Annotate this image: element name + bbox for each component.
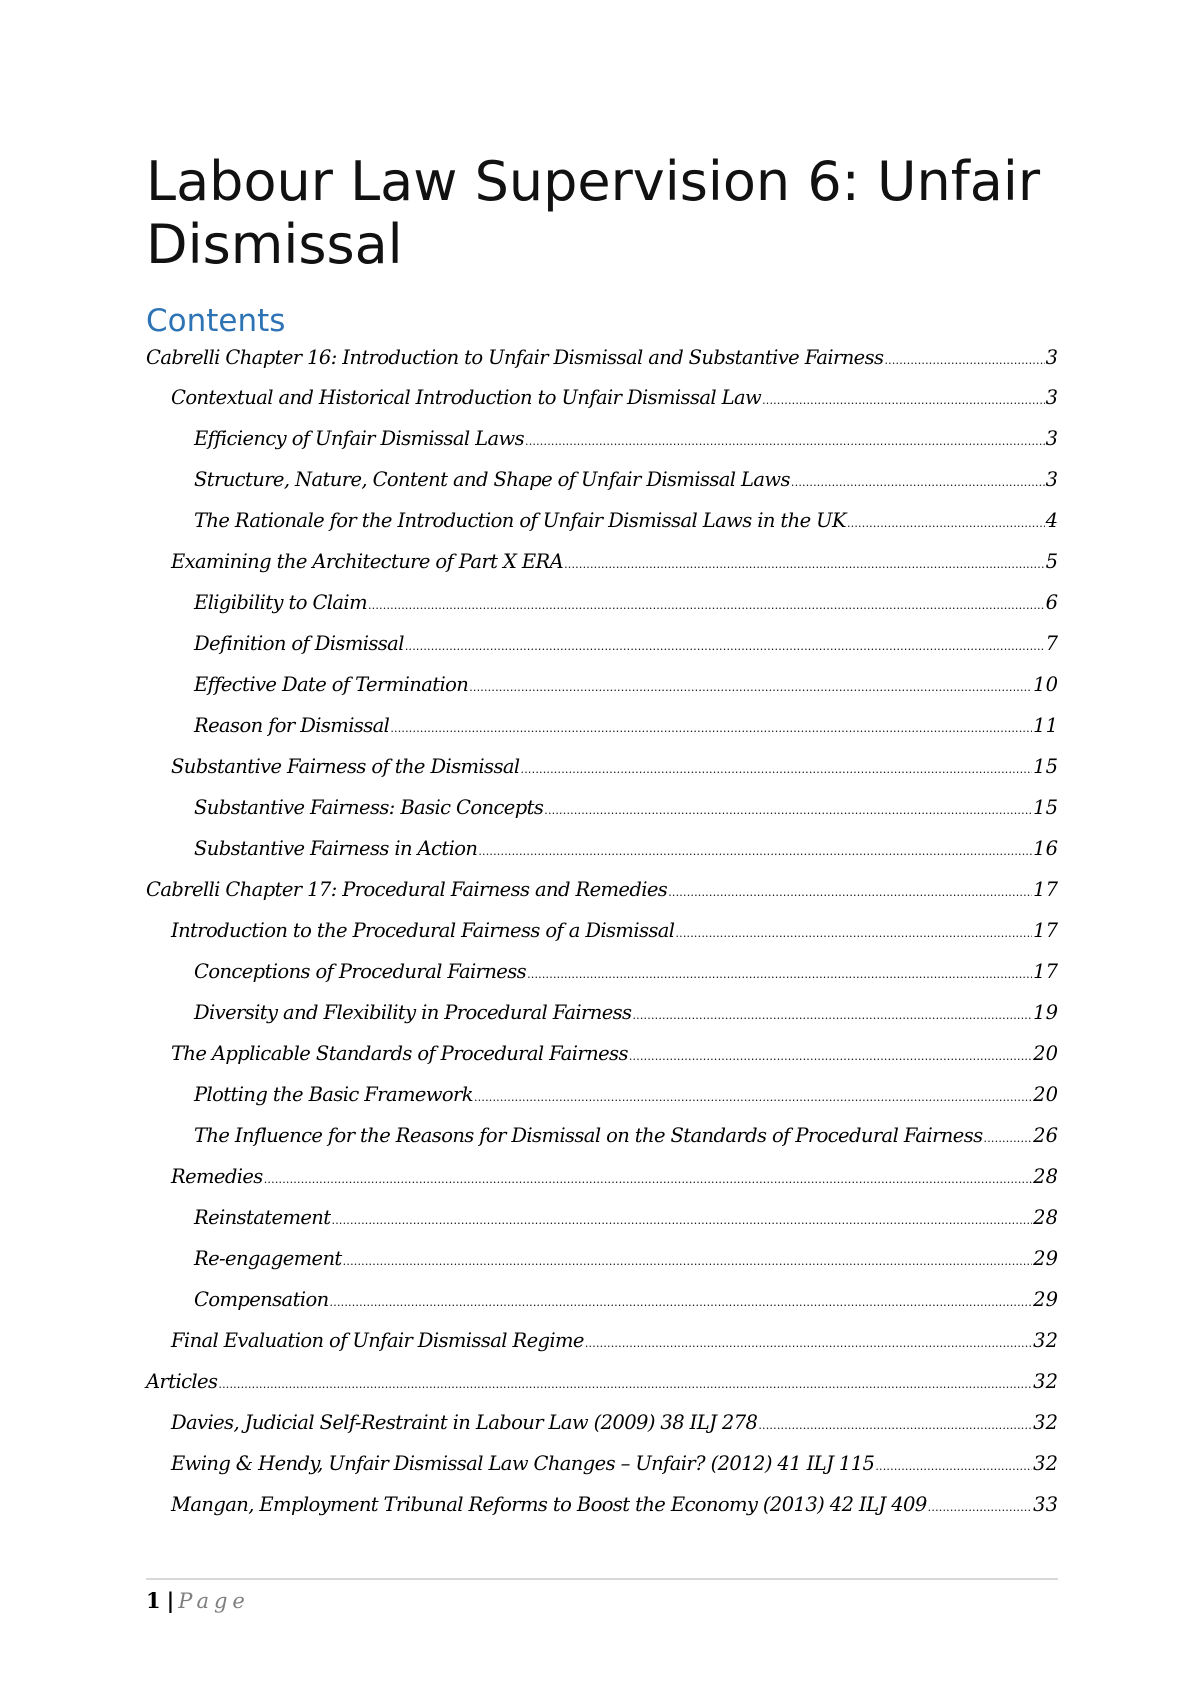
- toc-entry-page-number: 17: [1033, 878, 1058, 901]
- toc-entry-title: Definition of Dismissal: [194, 632, 404, 655]
- toc-entry[interactable]: [146, 910, 1058, 951]
- footer-page-number: 1: [146, 1588, 161, 1613]
- toc-entry[interactable]: [146, 828, 1058, 869]
- toc-entry-page-number: 33: [1033, 1493, 1058, 1516]
- toc-entry-title: Ewing & Hendy, Unfair Dismissal Law Changes – Unfair? (2012) 41 ILJ 115: [171, 1452, 875, 1475]
- toc-entry[interactable]: [146, 951, 1058, 992]
- toc-entry-page-number: 5: [1045, 550, 1058, 573]
- toc-entry-title: Contextual and Historical Introduction to Unfair Dismissal Law: [171, 386, 762, 409]
- toc-entry-title: Diversity and Flexibility in Procedural Fairness: [194, 1001, 632, 1024]
- toc-dot-leader: [762, 377, 1044, 421]
- toc-entry-page-number: 6: [1045, 591, 1058, 614]
- toc-entry-title: Cabrelli Chapter 16: Introduction to Unfair Dismissal and Substantive Fairness: [146, 346, 884, 369]
- toc-dot-leader: [585, 1320, 1032, 1364]
- toc-entry-title: Effective Date of Termination: [194, 673, 469, 696]
- toc-entry[interactable]: [146, 582, 1058, 623]
- table-of-contents: [146, 339, 1058, 1525]
- toc-entry-title: Introduction to the Procedural Fairness of a Dismissal: [171, 919, 675, 942]
- toc-entry-title: Substantive Fairness of the Dismissal: [171, 755, 520, 778]
- toc-entry-title: Articles: [146, 1370, 218, 1393]
- toc-dot-leader: [758, 1402, 1032, 1446]
- footer-separator: |: [166, 1588, 175, 1613]
- toc-entry-page-number: 17: [1033, 919, 1058, 942]
- toc-entry-title: Mangan, Employment Tribunal Reforms to Boost the Economy (2013) 42 ILJ 409: [171, 1493, 927, 1516]
- toc-dot-leader: [469, 664, 1032, 708]
- toc-dot-leader: [405, 623, 1045, 667]
- toc-entry-page-number: 26: [1033, 1124, 1058, 1147]
- toc-dot-leader: [264, 1156, 1032, 1200]
- toc-entry-page-number: 3: [1045, 346, 1058, 369]
- toc-entry[interactable]: [146, 1238, 1058, 1279]
- footer-page-label: Page: [178, 1589, 250, 1613]
- toc-dot-leader: [884, 339, 1044, 380]
- toc-entry-page-number: 15: [1033, 755, 1058, 778]
- toc-entry[interactable]: [146, 500, 1058, 541]
- toc-entry-title: Cabrelli Chapter 17: Procedural Fairness and Remedies: [146, 878, 668, 901]
- toc-dot-leader: [390, 705, 1032, 749]
- toc-entry-title: Compensation: [194, 1288, 329, 1311]
- toc-entry[interactable]: [146, 1033, 1058, 1074]
- toc-entry-title: Eligibility to Claim: [194, 591, 367, 614]
- toc-entry-title: Plotting the Basic Framework: [194, 1083, 473, 1106]
- toc-entry-title: Substantive Fairness in Action: [194, 837, 478, 860]
- toc-entry-page-number: 32: [1033, 1411, 1058, 1434]
- toc-entry[interactable]: [146, 541, 1058, 582]
- toc-entry-title: Examining the Architecture of Part X ERA: [171, 550, 564, 573]
- toc-dot-leader: [478, 828, 1032, 872]
- toc-entry-title: Reason for Dismissal: [194, 714, 390, 737]
- toc-entry-page-number: 17: [1033, 960, 1058, 983]
- toc-entry[interactable]: [146, 1074, 1058, 1115]
- toc-dot-leader: [544, 787, 1032, 831]
- toc-dot-leader: [218, 1361, 1032, 1405]
- toc-entry-title: Davies, Judicial Self-Restraint in Labour Law (2009) 38 ILJ 278: [171, 1411, 758, 1434]
- toc-dot-leader: [474, 1074, 1032, 1118]
- toc-entry-page-number: 7: [1045, 632, 1058, 655]
- toc-entry-title: The Influence for the Reasons for Dismissal on the Standards of Procedural Fairness: [194, 1124, 983, 1147]
- toc-entry[interactable]: [146, 1484, 1058, 1525]
- toc-entry-page-number: 29: [1033, 1247, 1058, 1270]
- toc-entry[interactable]: [146, 746, 1058, 787]
- toc-entry[interactable]: [146, 664, 1058, 705]
- toc-entry[interactable]: [146, 1361, 1058, 1402]
- toc-entry[interactable]: [146, 1115, 1058, 1156]
- toc-dot-leader: [875, 1443, 1032, 1487]
- toc-entry-page-number: 3: [1045, 468, 1058, 491]
- toc-dot-leader: [527, 951, 1032, 995]
- toc-entry-title: Conceptions of Procedural Fairness: [194, 960, 527, 983]
- toc-entry-page-number: 20: [1033, 1083, 1058, 1106]
- toc-entry[interactable]: [146, 1402, 1058, 1443]
- toc-entry-title: Reinstatement: [194, 1206, 331, 1229]
- toc-dot-leader: [928, 1484, 1033, 1528]
- toc-entry-title: The Rationale for the Introduction of Unfair Dismissal Laws in the UK: [194, 509, 846, 532]
- toc-entry[interactable]: [146, 869, 1058, 910]
- toc-entry[interactable]: [146, 1443, 1058, 1484]
- toc-entry-page-number: 28: [1033, 1165, 1058, 1188]
- toc-entry-title: Substantive Fairness: Basic Concepts: [194, 796, 544, 819]
- toc-entry-title: Remedies: [171, 1165, 263, 1188]
- toc-dot-leader: [525, 418, 1045, 462]
- toc-dot-leader: [629, 1033, 1032, 1077]
- toc-entry-title: Efficiency of Unfair Dismissal Laws: [194, 427, 525, 450]
- toc-entry-title: Final Evaluation of Unfair Dismissal Regime: [171, 1329, 584, 1352]
- toc-dot-leader: [343, 1238, 1033, 1282]
- toc-entry-page-number: 3: [1045, 427, 1058, 450]
- toc-dot-leader: [847, 500, 1045, 544]
- toc-entry-page-number: 32: [1033, 1452, 1058, 1475]
- toc-entry-title: Re-engagement: [194, 1247, 342, 1270]
- toc-dot-leader: [984, 1115, 1033, 1159]
- toc-entry-title: Structure, Nature, Content and Shape of Unfair Dismissal Laws: [194, 468, 790, 491]
- toc-entry[interactable]: [146, 1320, 1058, 1361]
- toc-entry[interactable]: [146, 459, 1058, 500]
- toc-entry-page-number: 4: [1045, 509, 1058, 532]
- toc-dot-leader: [332, 1197, 1033, 1241]
- toc-entry-page-number: 28: [1033, 1206, 1058, 1229]
- toc-entry[interactable]: [146, 1156, 1058, 1197]
- toc-entry-page-number: 32: [1033, 1370, 1058, 1393]
- toc-entry-page-number: 16: [1033, 837, 1058, 860]
- toc-dot-leader: [564, 541, 1044, 585]
- toc-dot-leader: [521, 746, 1033, 790]
- toc-entry[interactable]: [146, 992, 1058, 1033]
- toc-entry[interactable]: [146, 377, 1058, 418]
- toc-entry-page-number: 19: [1033, 1001, 1058, 1024]
- toc-entry[interactable]: [146, 339, 1058, 377]
- toc-entry[interactable]: [146, 623, 1058, 664]
- toc-dot-leader: [330, 1279, 1033, 1323]
- toc-dot-leader: [668, 869, 1032, 913]
- toc-entry-title: The Applicable Standards of Procedural Fairness: [171, 1042, 628, 1065]
- toc-entry[interactable]: [146, 418, 1058, 459]
- toc-entry[interactable]: [146, 1279, 1058, 1320]
- toc-dot-leader: [368, 582, 1045, 626]
- document-title: Labour Law Supervision 6: Unfair Dismissal: [146, 150, 1041, 276]
- footer-divider: [146, 1578, 1058, 1580]
- toc-dot-leader: [632, 992, 1032, 1036]
- toc-entry-page-number: 20: [1033, 1042, 1058, 1065]
- toc-entry-page-number: 10: [1033, 673, 1058, 696]
- toc-entry-page-number: 32: [1033, 1329, 1058, 1352]
- toc-entry[interactable]: [146, 1197, 1058, 1238]
- page-footer: [146, 1586, 250, 1616]
- toc-entry-page-number: 29: [1033, 1288, 1058, 1311]
- toc-dot-leader: [675, 910, 1032, 954]
- contents-heading: Contents: [146, 303, 286, 339]
- toc-entry-page-number: 11: [1033, 714, 1058, 737]
- toc-entry-page-number: 3: [1045, 386, 1058, 409]
- toc-entry[interactable]: [146, 705, 1058, 746]
- toc-dot-leader: [791, 459, 1045, 503]
- toc-entry[interactable]: [146, 787, 1058, 828]
- toc-entry-page-number: 15: [1033, 796, 1058, 819]
